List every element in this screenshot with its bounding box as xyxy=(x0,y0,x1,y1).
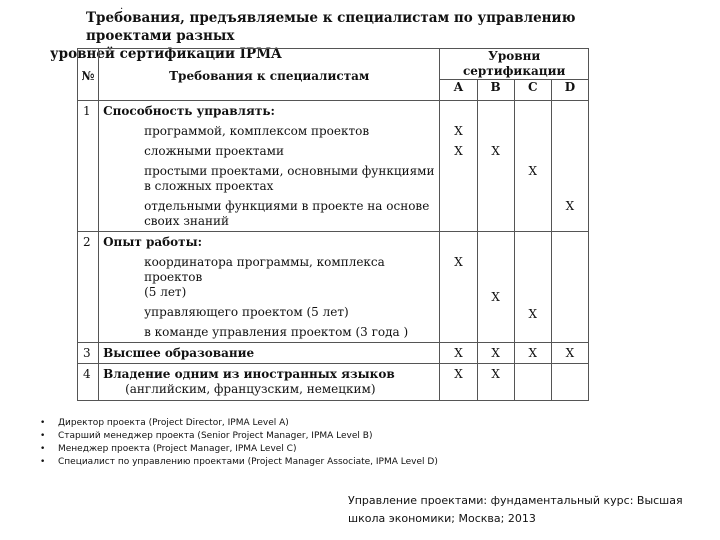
level-b-cell: X xyxy=(477,364,514,401)
row-number: 1 xyxy=(78,101,99,232)
row-number: 2 xyxy=(78,232,99,343)
list-item: программой, комплексом проектов xyxy=(144,124,370,138)
section-note: (английским, французским, немецким) xyxy=(125,382,376,396)
list-item: • Менеджер проекта (Project Manager, IPMA Level C) xyxy=(40,443,460,456)
table-row xyxy=(78,343,589,364)
list-item: управляющего проектом (5 лет) xyxy=(144,305,349,319)
section-title: Владение одним из иностранных языков xyxy=(103,367,395,381)
level-d-cell xyxy=(551,364,588,401)
level-a-cell xyxy=(440,232,477,343)
level-c-cell xyxy=(514,364,551,401)
stray-dot: . xyxy=(120,1,124,12)
level-b-cell xyxy=(477,101,514,232)
row-number: 4 xyxy=(78,364,99,401)
mark: X xyxy=(454,124,463,138)
list-item: в сложных проектах xyxy=(144,179,274,193)
requirement-cell xyxy=(99,364,440,401)
list-item: отдельными функциями в проекте на основе xyxy=(144,199,430,213)
header-level-d: D xyxy=(551,80,588,101)
row-number: 3 xyxy=(78,343,99,364)
header-requirements: Требования к специалистам xyxy=(99,49,440,101)
list-item: • Специалист по управлению проектами (Project Manager Associate, IPMA Level D) xyxy=(40,456,460,469)
section-title: Опыт работы: xyxy=(103,235,203,249)
level-d-cell xyxy=(551,101,588,232)
table-row xyxy=(78,232,589,343)
list-item: • Директор проекта (Project Director, IPMA Level A) xyxy=(40,417,460,430)
title-line-2: уровней сертификации IPMA xyxy=(50,46,282,62)
mark: X xyxy=(454,255,463,269)
mark: X xyxy=(491,290,500,304)
section-title: Способность управлять: xyxy=(103,104,275,118)
level-d-cell xyxy=(551,232,588,343)
requirements-table xyxy=(77,48,589,401)
list-item: координатора программы, комплекса проектов xyxy=(144,255,385,284)
mark: X xyxy=(491,144,500,158)
level-c-cell xyxy=(514,101,551,232)
list-item: сложными проектами xyxy=(144,144,285,158)
header-level-a: A xyxy=(440,80,477,101)
mark: X xyxy=(565,199,575,213)
level-c-cell: X xyxy=(514,343,551,364)
level-b-cell xyxy=(477,232,514,343)
table-row xyxy=(78,101,589,232)
mark: X xyxy=(528,164,538,178)
certification-levels-list xyxy=(40,417,460,469)
level-a-cell: X xyxy=(440,364,477,401)
header-level-c: C xyxy=(514,80,551,101)
mark: X xyxy=(528,307,538,321)
title-line-1: Требования, предъявляемые к специалистам по управлению проектами разных xyxy=(86,10,576,44)
section-title: Высшее образование xyxy=(103,346,255,360)
level-a-cell: X xyxy=(440,343,477,364)
level-a-cell xyxy=(440,101,477,232)
level-d-cell: X xyxy=(551,343,588,364)
mark: X xyxy=(454,144,463,158)
level-b-cell: X xyxy=(477,343,514,364)
list-item: (5 лет) xyxy=(144,285,187,299)
list-item: в команде управления проектом (3 года ) xyxy=(144,325,409,339)
list-item: простыми проектами, основными функциями xyxy=(144,164,435,178)
requirement-cell xyxy=(99,101,440,232)
list-item: • Старший менеджер проекта (Senior Project Manager, IPMA Level B) xyxy=(40,430,460,443)
list-item: своих знаний xyxy=(144,214,230,228)
level-c-cell xyxy=(514,232,551,343)
source-citation: Управление проектами: фундаментальный курс: Высшая школа экономики; Москва; 2013 xyxy=(348,494,683,525)
requirement-cell xyxy=(99,232,440,343)
header-level-b: B xyxy=(477,80,514,101)
table-row xyxy=(78,364,589,401)
requirement-cell xyxy=(99,343,440,364)
header-num: № xyxy=(78,49,99,101)
header-levels: Уровни сертификации xyxy=(440,49,589,80)
